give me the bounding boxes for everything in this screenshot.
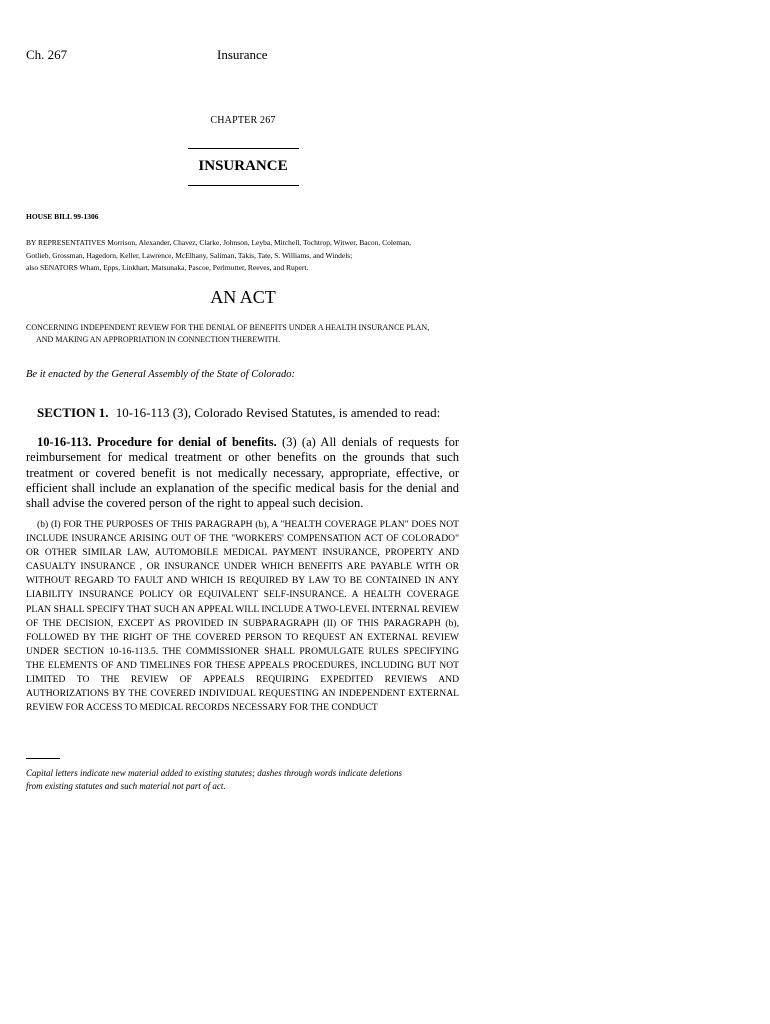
concerning-line: AND MAKING AN APPROPRIATION IN CONNECTION THEREWITH. xyxy=(36,335,281,344)
title-rule-bottom xyxy=(188,185,299,186)
bill-number: HOUSE BILL 99-1306 xyxy=(26,212,99,221)
sponsors-block xyxy=(26,237,466,275)
sponsors-line: also SENATORS Wham, Epps, Linkhart, Matsunaka, Pascoe, Perlmutter, Reeves, and Rupert. xyxy=(26,263,309,272)
section-text: 10-16-113 (3), Colorado Revised Statutes, is amended to read: xyxy=(115,405,441,420)
sponsors-line: Gotlieb, Grossman, Hagedorn, Keller, Lawrence, McElhany, Saliman, Takis, Tate, S. Williams, and Windels; xyxy=(26,250,353,260)
chapter-title: INSURANCE xyxy=(198,158,288,174)
footnote-line: from existing statutes and such material not part of act. xyxy=(26,780,226,791)
paragraph-a xyxy=(26,435,459,511)
section-heading xyxy=(37,405,440,421)
chapter-reference: Ch. 267 xyxy=(26,47,68,62)
sponsors-line: BY REPRESENTATIVES Morrison, Alexander, Chavez, Clarke, Johnson, Leyba, Mitchell, Tochtrop, Witwer, Bacon, Coleman, xyxy=(26,238,412,247)
paragraph-b: (b) (I) FOR THE PURPOSES OF THIS PARAGRAPH (b), A "HEALTH COVERAGE PLAN" DOES NOT INCLUDE INSURANCE ARISING OUT OF THE "WORKERS' COMPENSATION ACT OF COLORADO" OR OTHER SIMILAR LAW, AUTOMOBILE MEDICAL PAYMENT INSURANCE, PROPERTY AND CASUALTY INSURANCE , OR INSURANCE UNDER WHICH BENEFITS ARE PAYABLE WITH OR WITHOUT REGARD TO FAULT AND WHICH IS REQUIRED BY LAW TO BE CONTAINED IN ANY LIABILITY INSURANCE POLICY OR EQUIVALENT SELF-INSURANCE. A HEALTH COVERAGE PLAN SHALL SPECIFY THAT SUCH AN APPEAL WILL INCLUDE A TWO-LEVEL INTERNAL REVIEW OF THE DECISION, EXCEPT AS PROVIDED IN SUBPARAGRAPH (II) OF THIS PARAGRAPH (b), FOLLOWED BY THE RIGHT OF THE COVERED PERSON TO REQUEST AN EXTERNAL REVIEW UNDER SECTION 10-16-113.5. THE COMMISSIONER SHALL PROMULGATE RULES SPECIFYING THE ELEMENTS OF AND TIMELINES FOR THESE APPEALS PROCEDURES, INCLUDING BUT NOT LIMITED TO THE REVIEW OF APPEALS REQUIRING EXPEDITED REVIEWS AND AUTHORIZATIONS BY THE COVERED INDIVIDUAL REQUESTING AN INDEPENDENT EXTERNAL REVIEW FOR ACCESS TO MEDICAL RECORDS NECESSARY FOR THE CONDUCT xyxy=(26,519,459,714)
footnote xyxy=(26,767,466,792)
chapter-label: CHAPTER 267 xyxy=(210,115,276,126)
act-heading: AN ACT xyxy=(210,287,276,307)
footnote-line: Capital letters indicate new material added to existing statutes; dashes through words indicate deletions xyxy=(26,768,403,778)
statute-heading: 10-16-113. Procedure for denial of benefits. xyxy=(37,435,277,449)
running-title: Insurance xyxy=(217,47,268,62)
enacting-clause: Be it enacted by the General Assembly of the State of Colorado: xyxy=(26,369,295,380)
section-label: SECTION 1. xyxy=(37,405,109,420)
concerning-clause xyxy=(26,322,462,346)
footnote-rule xyxy=(26,758,60,759)
concerning-line: CONCERNING INDEPENDENT REVIEW FOR THE DENIAL OF BENEFITS UNDER A HEALTH INSURANCE PLAN, xyxy=(26,323,430,332)
title-rule-top xyxy=(188,148,299,149)
paragraph-a-text: (3) (a) All denials of requests for reimbursement for medical treatment or other benefits on the grounds that such treatment or covered benefit is not medically necessary, appropriate, effective, or efficient shall include an explanation of the specific medical basis for the denial and shall advise the covered person of the right to appeal such decision. xyxy=(26,435,460,511)
